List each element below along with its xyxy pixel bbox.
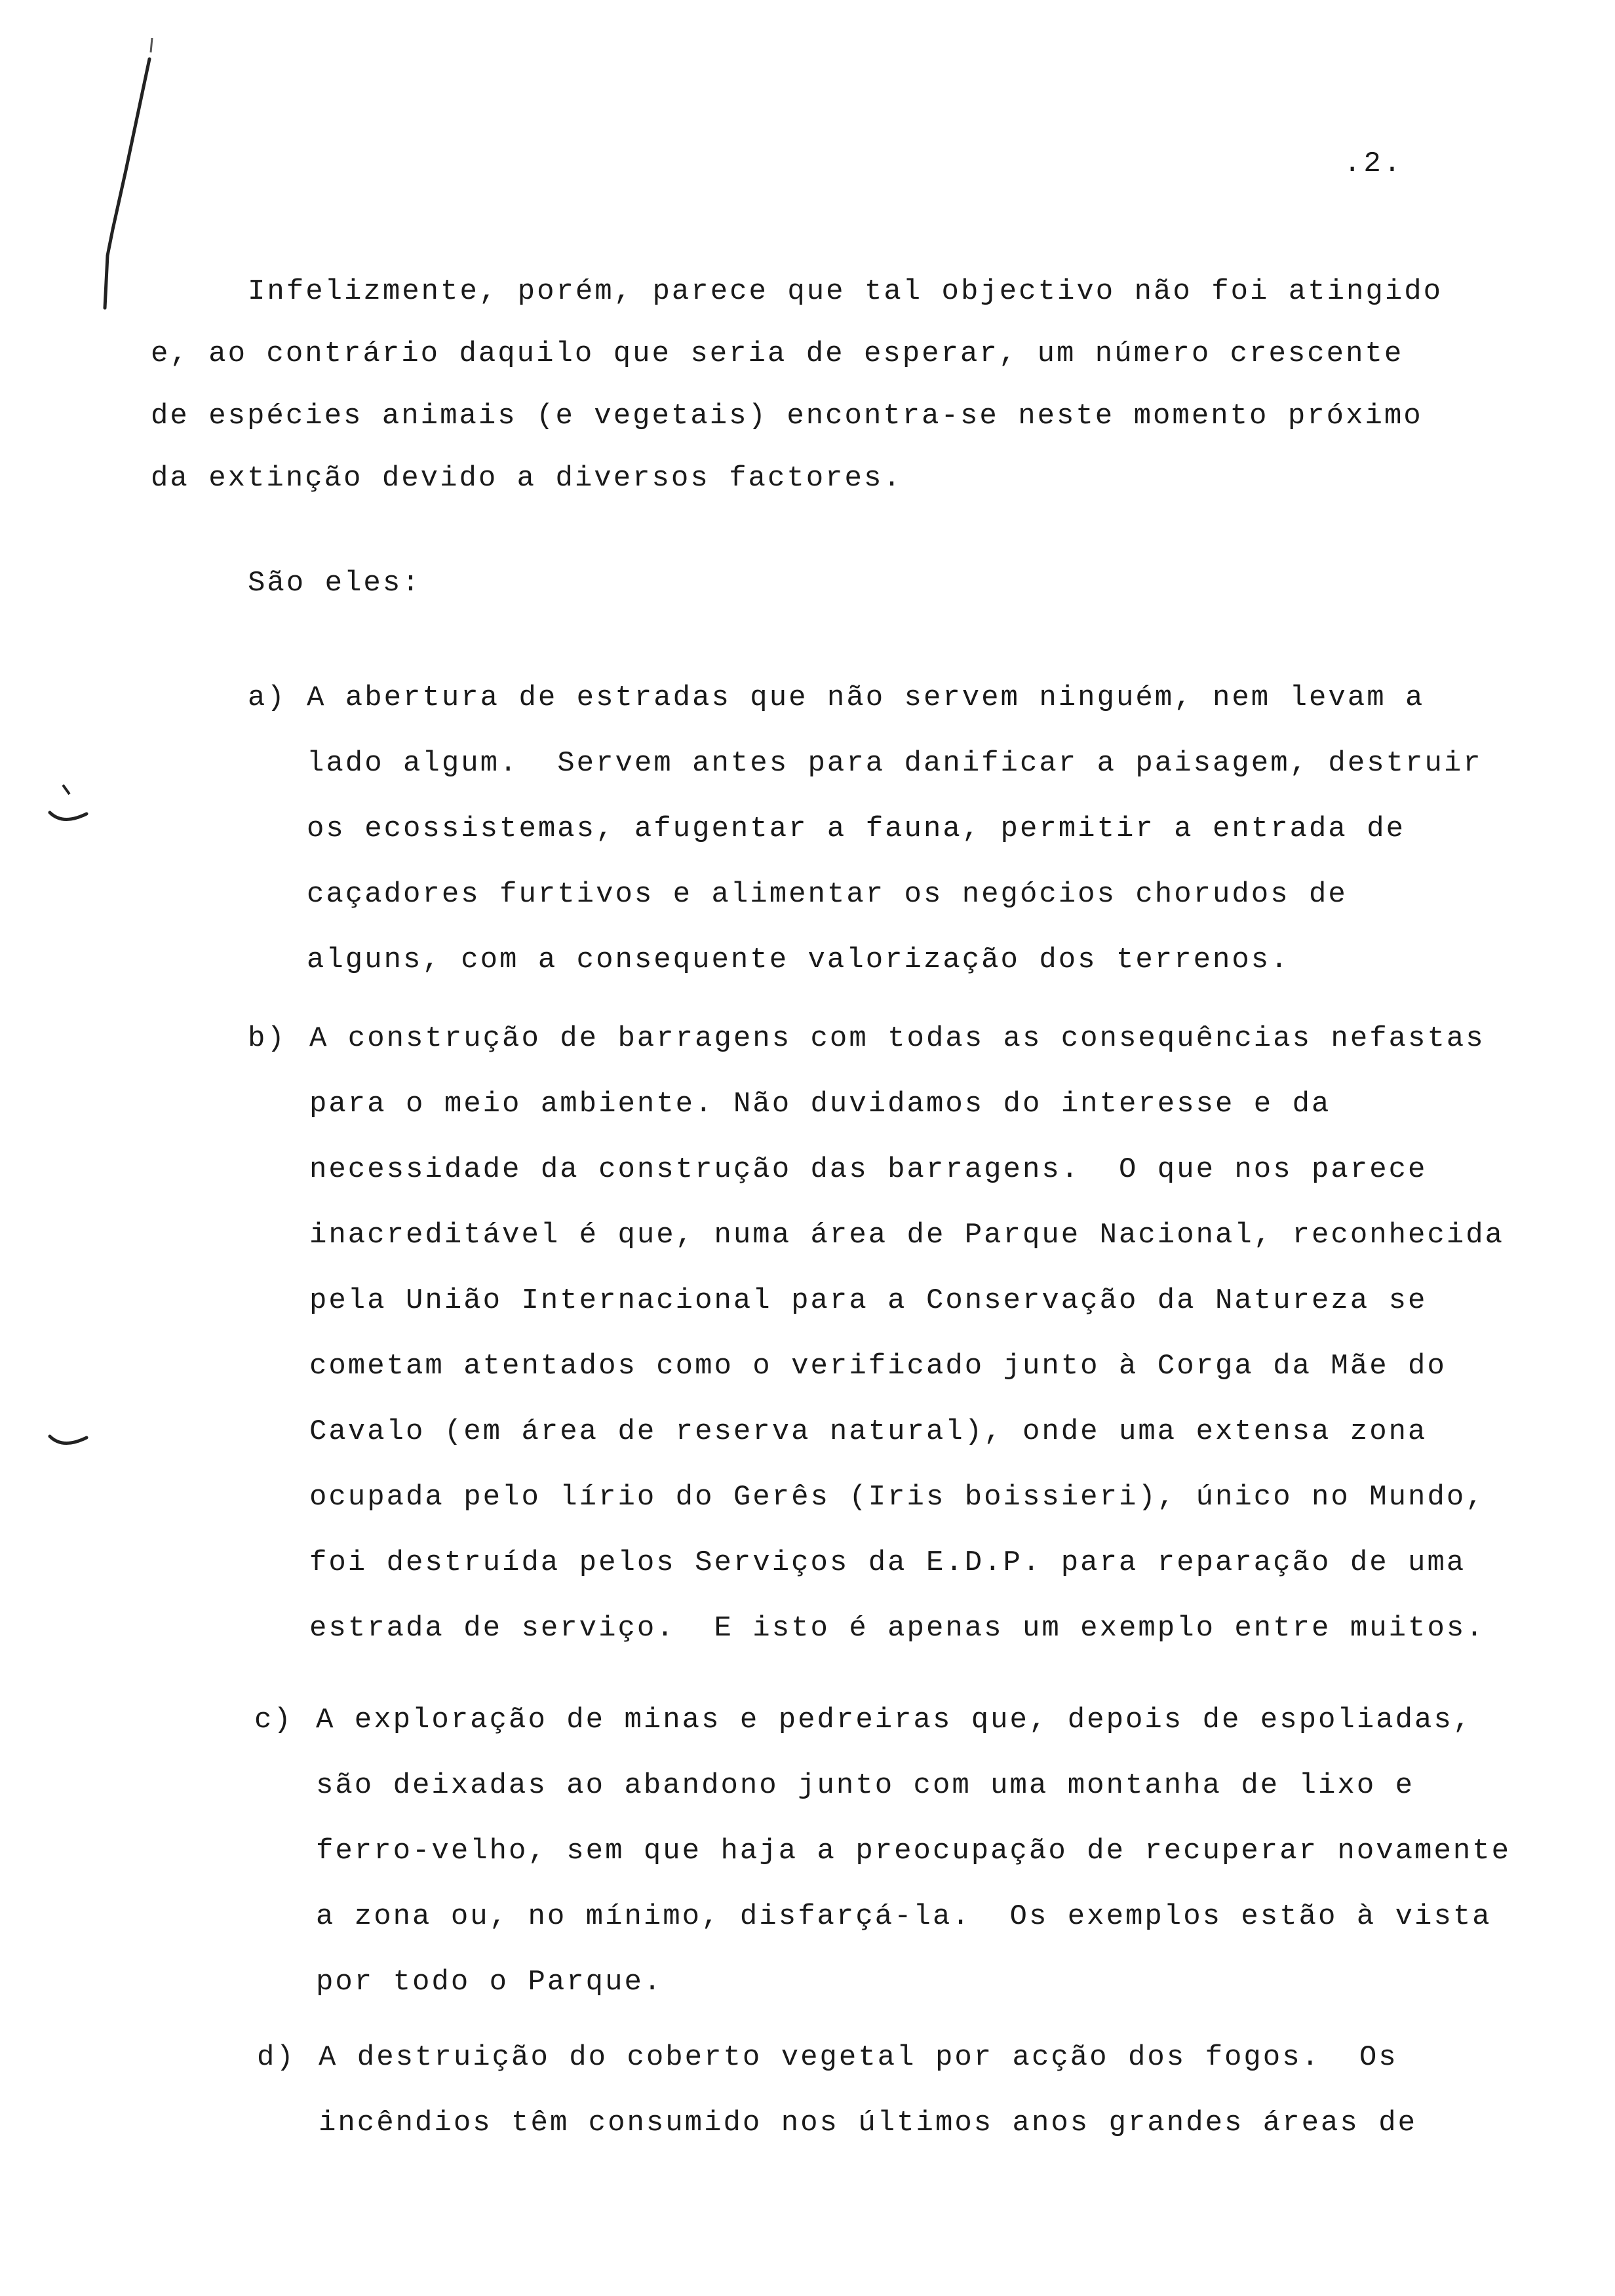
item-a-line: alguns, com a consequente valorização dos terrenos. bbox=[307, 944, 1290, 976]
item-b-line: necessidade da construção das barragens. O que nos parece bbox=[309, 1153, 1428, 1186]
item-b-line: para o meio ambiente. Não duvidamos do interesse e da bbox=[309, 1088, 1331, 1120]
intro-line: de espécies animais (e vegetais) encontra-se neste momento próximo bbox=[151, 400, 1423, 432]
item-c-line: são deixadas ao abandono junto com uma montanha de lixo e bbox=[316, 1769, 1415, 1802]
item-d-line: incêndios têm consumido nos últimos anos grandes áreas de bbox=[319, 2107, 1418, 2139]
item-c-line: A exploração de minas e pedreiras que, depois de espoliadas, bbox=[316, 1704, 1473, 1736]
intro-line: Infelizmente, porém, parece que tal objectivo não foi atingido bbox=[248, 275, 1443, 308]
item-c-line: a zona ou, no mínimo, disfarçá-la. Os exemplos estão à vista bbox=[316, 1900, 1492, 1933]
intro-line: da extinção devido a diversos factores. bbox=[151, 462, 903, 495]
item-a-line: lado algum. Servem antes para danificar a paisagem, destruir bbox=[307, 747, 1483, 780]
item-letter-a: a) bbox=[248, 681, 286, 714]
margin-pen-stroke bbox=[52, 33, 157, 321]
item-a-line: A abertura de estradas que não servem ninguém, nem levam a bbox=[307, 681, 1425, 714]
item-b-line: A construção de barragens com todas as consequências nefastas bbox=[309, 1022, 1485, 1055]
item-letter-b: b) bbox=[248, 1022, 286, 1055]
sao-eles-heading: São eles: bbox=[248, 567, 421, 600]
item-letter-c: c) bbox=[254, 1704, 293, 1736]
item-b-line: foi destruída pelos Serviços da E.D.P. para reparação de uma bbox=[309, 1546, 1466, 1579]
item-b-line: inacreditável é que, numa área de Parque Nacional, reconhecida bbox=[309, 1219, 1505, 1252]
margin-hook-mark-1 bbox=[43, 780, 96, 832]
item-b-line: pela União Internacional para a Conservação da Natureza se bbox=[309, 1284, 1428, 1317]
margin-hook-mark-2 bbox=[43, 1428, 96, 1468]
item-b-line: ocupada pelo lírio do Gerês (Iris boissieri), único no Mundo, bbox=[309, 1481, 1485, 1514]
page-number: .2. bbox=[1344, 147, 1404, 180]
item-b-line: estrada de serviço. E isto é apenas um exemplo entre muitos. bbox=[309, 1612, 1485, 1645]
item-c-line: por todo o Parque. bbox=[316, 1966, 663, 1999]
item-b-line: Cavalo (em área de reserva natural), onde uma extensa zona bbox=[309, 1415, 1428, 1448]
item-b-line: cometam atentados como o verificado junto à Corga da Mãe do bbox=[309, 1350, 1447, 1383]
item-c-line: ferro-velho, sem que haja a preocupação de recuperar novamente bbox=[316, 1835, 1511, 1867]
item-a-line: os ecossistemas, afugentar a fauna, permitir a entrada de bbox=[307, 813, 1406, 845]
item-d-line: A destruição do coberto vegetal por acção dos fogos. Os bbox=[319, 2041, 1398, 2074]
intro-line: e, ao contrário daquilo que seria de esperar, um número crescente bbox=[151, 337, 1404, 370]
item-letter-d: d) bbox=[257, 2041, 296, 2074]
item-a-line: caçadores furtivos e alimentar os negócios chorudos de bbox=[307, 878, 1348, 911]
